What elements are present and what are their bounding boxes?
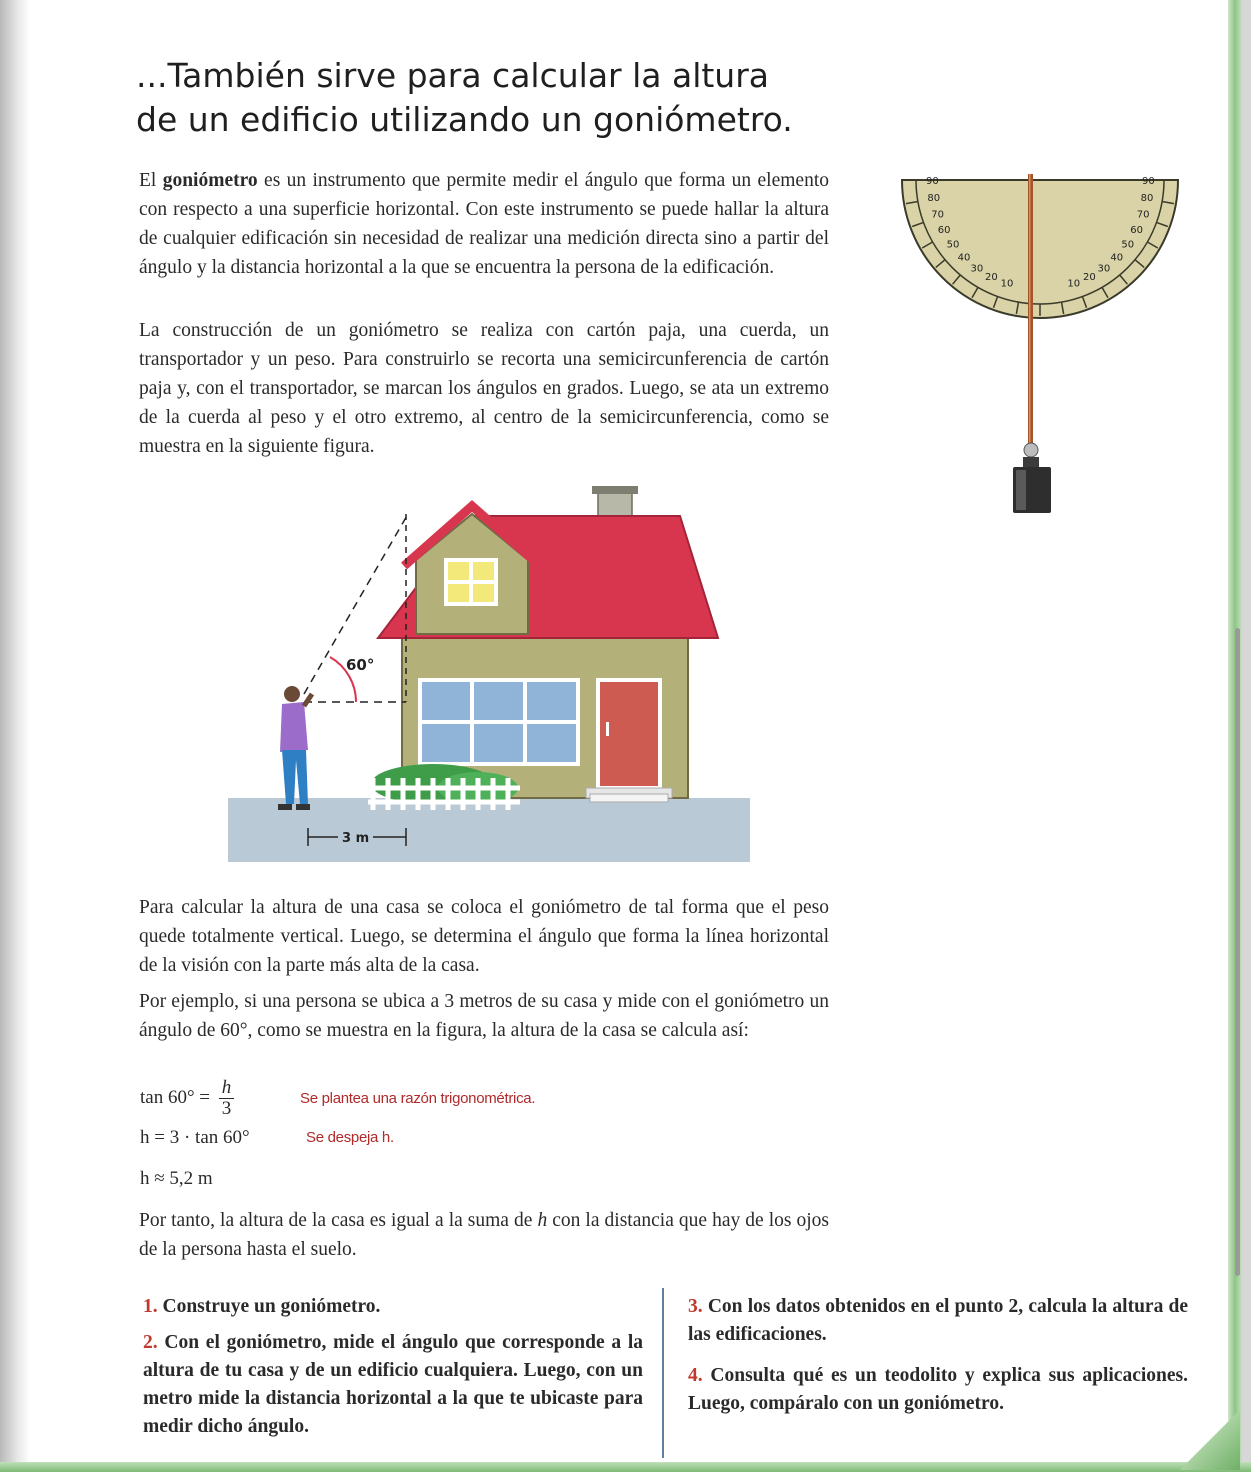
page-title <box>136 54 936 142</box>
fraction-h-3 <box>219 1078 235 1119</box>
protractor-scale-label: 90 <box>926 176 939 187</box>
equation-solve: h = 3 · tan 60° <box>140 1127 250 1148</box>
scroll-track[interactable] <box>1242 0 1251 1472</box>
equation-tan-note: Se plantea una razón trigonométrica. <box>300 1090 536 1107</box>
paragraph-construction: La construcción de un goniómetro se realiza con cartón paja, una cuerda, un transportador y un peso. Para construirlo se recorta una semicircunferencia de cartón paja y, con el transportador, se marcan los ángulos en grados. Luego, se ata un extremo de la cuerda al peso y el otro extremo, al centro de la semicircunferencia, como se muestra en la siguiente figura. <box>139 320 829 457</box>
protractor-scale-label: 60 <box>937 225 951 237</box>
equation-tan <box>140 1078 238 1119</box>
activity-4-number: 4. <box>688 1365 703 1386</box>
activity-2-number: 2. <box>143 1332 158 1353</box>
page-shadow-left <box>0 0 30 1472</box>
protractor-scale-label: 80 <box>927 192 941 204</box>
person <box>278 686 312 810</box>
activity-2-text: Con el goniómetro, mide el ángulo que corresponde a la altura de tu casa y de un edificio cualquiera. Luego, con un metro mide la distancia horizontal a la que te ubicaste para medir dicho ángulo. <box>143 1332 644 1437</box>
page-corner-fold <box>1180 1410 1240 1470</box>
variable-h: h <box>537 1210 548 1231</box>
page-edge-bottom <box>0 1462 1251 1472</box>
paragraph-definition-pre: El <box>139 170 163 191</box>
protractor-scale-label: 60 <box>1130 225 1143 237</box>
equation-solve-note: Se despeja h. <box>306 1129 394 1146</box>
paragraph-definition-post: es un instrumento que permite medir el ángulo que forma un elemento con respecto a una superficie horizontal. Con este instrumento se puede hallar la altura de cualquier edificación sin necesidad de realizar una medición directa sino a partir del ángulo y la distancia horizontal a la que se encuentra la persona de la edificación. <box>139 170 829 278</box>
protractor-scale-label: 90 <box>1142 176 1155 187</box>
paragraph-definition <box>139 166 829 282</box>
protractor-scale-label: 80 <box>1140 192 1154 204</box>
protractor-scale-label: 50 <box>946 239 960 251</box>
protractor-scale-label: 20 <box>1083 272 1096 284</box>
protractor-scale-label: 40 <box>1110 252 1124 264</box>
string-knot <box>1024 443 1038 457</box>
title-line-2: de un edificio utilizando un goniómetro. <box>136 100 793 139</box>
protractor-scale-label: 20 <box>984 272 998 284</box>
paragraph-example: Por ejemplo, si una persona se ubica a 3 metros de su casa y mide con el goniómetro un ángulo de 60°, como se muestra en la figura, la altura de la casa se calcula así: <box>139 991 829 1041</box>
goniometer-figure <box>890 172 1190 517</box>
protractor-scale-label: 30 <box>970 263 984 275</box>
paragraph-conclusion-pre: Por tanto, la altura de la casa es igual a la suma de <box>139 1210 538 1231</box>
activity-3-number: 3. <box>688 1296 703 1317</box>
protractor-scale-label: 30 <box>1097 263 1111 275</box>
protractor-scale-label: 70 <box>931 209 945 221</box>
paragraph-method: Para calcular la altura de una casa se coloca el goniómetro de tal forma que el peso quede totalmente vertical. Luego, se determina el ángulo que forma la línea horizontal de la visión con la parte más alta de la casa. <box>139 897 829 976</box>
equation-result: h ≈ 5,2 m <box>140 1168 213 1189</box>
protractor-scale-label: 40 <box>957 252 971 264</box>
protractor-scale-label: 10 <box>1067 278 1081 290</box>
activity-2 <box>143 1329 643 1441</box>
distance-label: 3 m <box>342 831 370 846</box>
equation-tan-left: tan 60° = <box>140 1086 215 1108</box>
paragraph-conclusion <box>139 1206 829 1264</box>
activity-4 <box>688 1362 1188 1418</box>
term-goniometro: goniómetro <box>162 170 258 191</box>
activity-1 <box>143 1293 663 1321</box>
protractor-scale-label: 50 <box>1121 239 1135 251</box>
activity-4-text: Consulta qué es un teodolito y explica sus aplicaciones. Luego, compáralo con un goniómetro. <box>688 1365 1188 1414</box>
protractor-body <box>902 180 1178 318</box>
fraction-denominator: 3 <box>221 1098 232 1119</box>
angle-label: 60° <box>346 656 375 674</box>
activity-3-text: Con los datos obtenidos en el punto 2, calcula la altura de las edificaciones. <box>688 1296 1189 1345</box>
activity-1-number: 1. <box>143 1296 158 1317</box>
activity-1-text: Construye un goniómetro. <box>162 1296 381 1317</box>
scrollbar-handle[interactable] <box>1235 628 1240 1276</box>
house-figure <box>228 484 753 866</box>
activity-3 <box>688 1293 1188 1349</box>
protractor-scale-label: 10 <box>1000 278 1014 290</box>
title-line-1: ...También sirve para calcular la altura <box>136 56 770 95</box>
paragraph-conclusion-post: con la distancia que hay de los ojos de la persona hasta el suelo. <box>139 1210 830 1260</box>
protractor-scale-label: 70 <box>1136 209 1150 221</box>
fraction-numerator: h <box>219 1078 235 1099</box>
